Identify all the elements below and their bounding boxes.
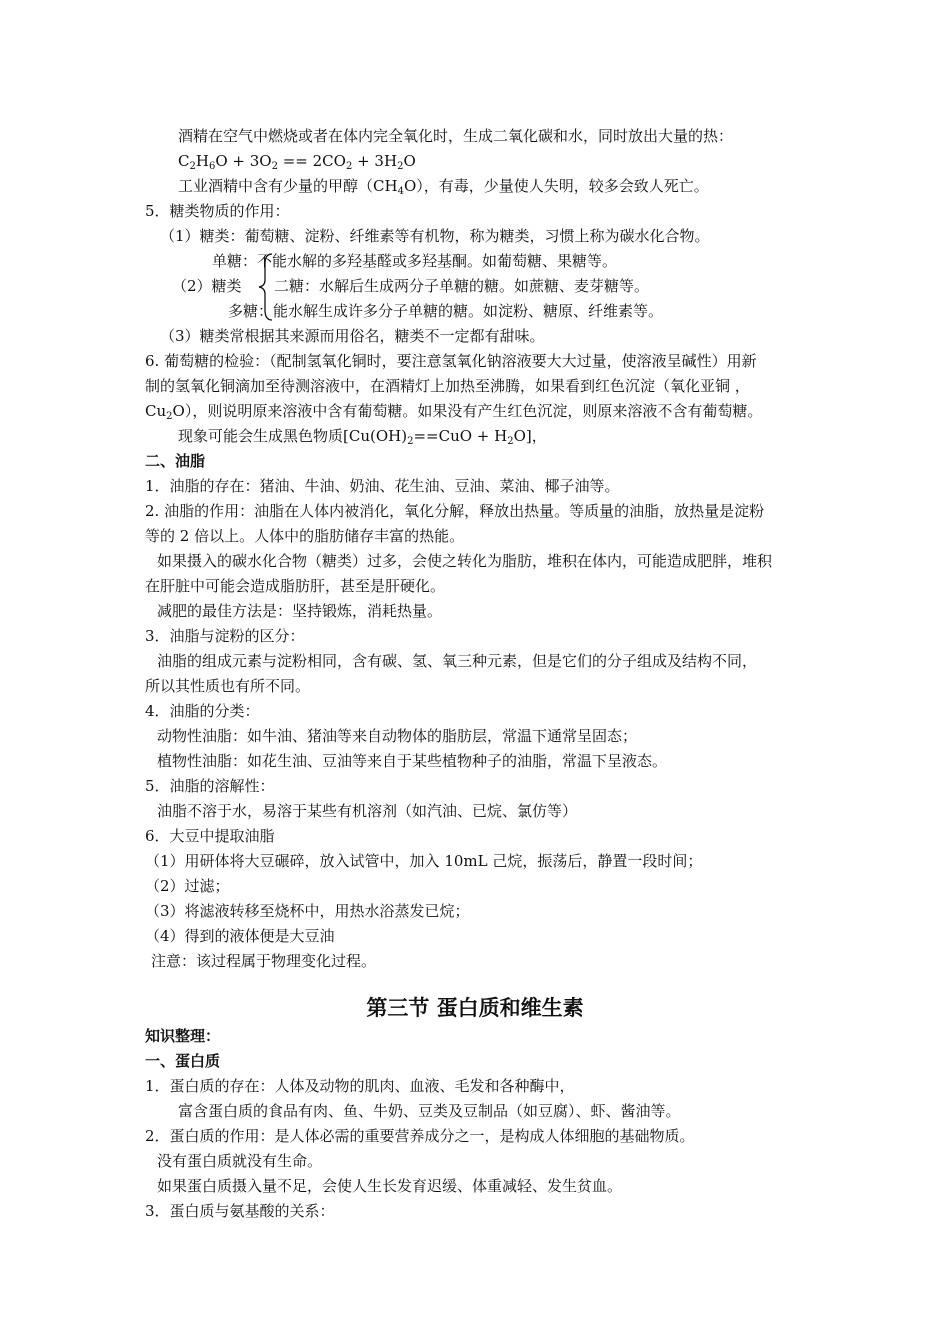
glucose-test-line-1: 6. 葡萄糖的检验：（配制氢氧化铜时，要注意氢氧化钠溶液要大大过量，使溶液呈碱性）用新 — [145, 352, 757, 370]
protein-p1a: 富含蛋白质的食品有肉、鱼、牛奶、豆类及豆制品（如豆腐）、虾、酱油等。 — [178, 1102, 681, 1120]
fat-p3: 3．油脂与淀粉的区分： — [145, 627, 305, 645]
protein-p2b: 如果蛋白质摄入量不足，会使人生长发育迟缓、体重减轻、发生贫血。 — [157, 1177, 623, 1195]
fat-p6b: （2）过滤； — [145, 877, 230, 895]
glucose-test-line-3: $Cu_2O$），则说明原来溶液中含有葡萄糖。如果没有产生红色沉淀，则原来溶液不含有葡萄糖。 — [145, 402, 763, 422]
monosaccharide-line: 单糖：不能水解的多羟基醛或多羟基酮。如葡萄糖、果糖等。 — [212, 252, 618, 270]
polysaccharide-line: 多糖：能水解生成许多分子单糖的糖。如淀粉、糖原、纤维素等。 — [228, 302, 664, 320]
fat-p6e: 注意：该过程属于物理变化过程。 — [151, 952, 377, 970]
fat-p5a: 油脂不溶于水，易溶于某些有机溶剂（如汽油、已烷、氯仿等） — [157, 802, 578, 820]
fat-p2a: 2. 油脂的作用：油脂在人体内被消化，氧化分解，释放出热量。等质量的油脂，放热量是淀粉 — [145, 502, 765, 520]
protein-p2: 2．蛋白质的作用：是人体必需的重要营养成分之一，是构成人体细胞的基础物质。 — [145, 1127, 695, 1145]
fat-p6c: （3）将滤液转移至烧杯中，用热水浴蒸发已烷； — [145, 902, 470, 920]
fat-p2c: 如果摄入的碳水化合物（糖类）过多，会使之转化为脂肪，堆积在体内，可能造成肥胖，堆积 — [157, 552, 773, 570]
fat-p6: 6．大豆中提取油脂 — [145, 827, 275, 845]
fat-p1: 1．油脂的存在：猪油、牛油、奶油、花生油、豆油、菜油、椰子油等。 — [145, 477, 620, 495]
protein-p2a: 没有蛋白质就没有生命。 — [157, 1152, 323, 1170]
sugar-item-3: （3）糖类常根据其来源而用俗名，糖类不一定都有甜味。 — [160, 327, 545, 345]
fat-p6a: （1）用研体将大豆碾碎，放入试管中，加入 10mL 己烷，振荡后，静置一段时间； — [145, 852, 703, 870]
fat-heading: 二、油脂 — [145, 452, 206, 470]
fat-p2b: 等的 2 倍以上。人体中的脂肪储存丰富的热能。 — [145, 527, 465, 545]
fat-p5: 5．油脂的溶解性： — [145, 777, 275, 795]
protein-heading: 一、蛋白质 — [145, 1052, 221, 1070]
fat-p2d: 在肝脏中可能会造成脂肪肝，甚至是肝硬化。 — [145, 577, 446, 595]
fat-p4: 4．油脂的分类： — [145, 702, 260, 720]
sugar-item-2-label: （2）糖类 — [172, 277, 242, 295]
fat-p4b: 植物性油脂：如花生油、豆油等来自于某些植物种子的油脂，常温下呈液态。 — [157, 752, 668, 770]
fat-p2e: 减肥的最佳方法是：坚持锻炼，消耗热量。 — [157, 602, 443, 620]
combustion-text: 酒精在空气中燃烧或者在体内完全氧化时，生成二氧化碳和水，同时放出大量的热： — [178, 127, 734, 145]
fat-p3a: 油脂的组成元素与淀粉相同，含有碳、氢、氧三种元素，但是它们的分子组成及结构不同， — [157, 652, 758, 670]
sugar-heading: 5．糖类物质的作用： — [145, 202, 290, 220]
methanol-warning: 工业酒精中含有少量的甲醇$(CH_4O)$，有毒，少量使人失明，较多会致人死亡。 — [178, 177, 709, 197]
glucose-test-line-2: 制的氢氧化铜滴加至待测溶液中，在酒精灯上加热至沸腾，如果看到红色沉淀（氧化亚铜 ， — [145, 377, 750, 395]
glucose-test-line-4: 现象可能会生成黑色物质$[Cu(OH)_2==CuO + H_2O]$， — [178, 427, 547, 447]
protein-p3: 3．蛋白质与氨基酸的关系： — [145, 1202, 335, 1220]
knowledge-heading: 知识整理： — [145, 1027, 221, 1045]
fat-p3b: 所以其性质也有所不同。 — [145, 677, 311, 695]
disaccharide-line: 二糖：水解后生成两分子单糖的糖。如蔗糖、麦芽糖等。 — [274, 277, 650, 295]
fat-p6d: （4）得到的液体便是大豆油 — [145, 927, 335, 945]
sugar-item-1: （1）糖类：葡萄糖、淀粉、纤维素等有机物，称为糖类，习惯上称为碳水化合物。 — [160, 227, 710, 245]
section-title: 第三节 蛋白质和维生素 — [366, 996, 584, 1020]
ethanol-combustion-equation: $C_2H_6O + 3O_2 == 2CO_2 + 3H_2O$ — [178, 152, 416, 172]
fat-p4a: 动物性油脂：如牛油、猪油等来自动物体的脂肪层，常温下通常呈固态； — [157, 727, 638, 745]
protein-p1: 1．蛋白质的存在：人体及动物的肌肉、血液、毛发和各种酶中， — [145, 1077, 575, 1095]
